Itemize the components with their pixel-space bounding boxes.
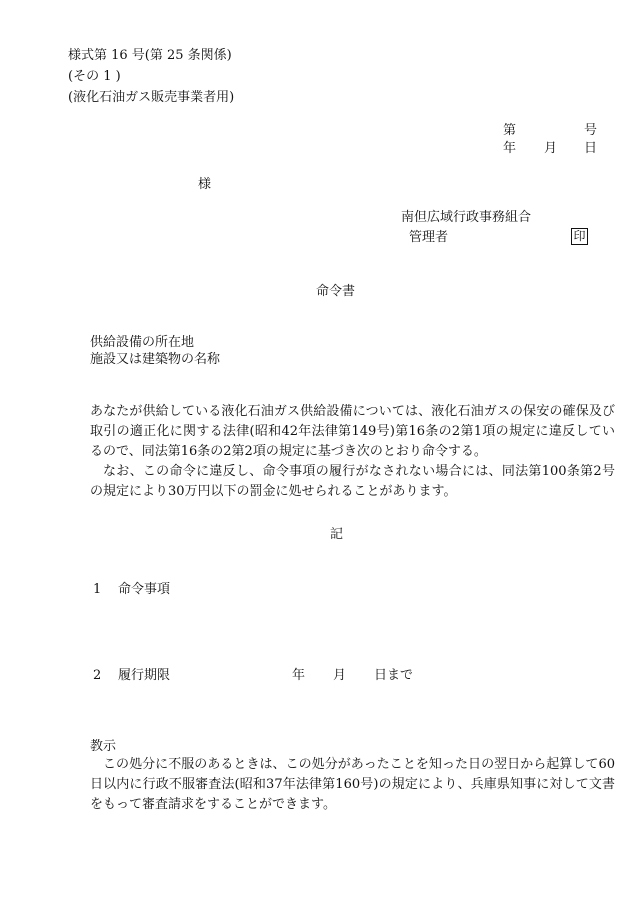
doc-number-prefix: 第 xyxy=(503,123,517,138)
form-part: (その 1 ) xyxy=(68,69,121,84)
item-1-number: 1 xyxy=(93,582,102,597)
item-2-label: 履行期限 xyxy=(118,668,171,683)
order-paragraph-2: なお、この命令に違反し、命令事項の履行がなされない場合には、同法第100条第2号の規定により30万円以下の罰金に処せられることがあります。 xyxy=(90,464,615,499)
deadline-month: 月 xyxy=(333,668,347,683)
order-body xyxy=(90,402,615,502)
deadline-year: 年 xyxy=(292,668,306,683)
supply-location-label: 供給設備の所在地 xyxy=(90,335,195,350)
notice-text: この処分に不服のあるときは、この処分があったことを知った日の翌日から起算して60日以内に行政不服審査法(昭和37年法律第160号)の規定により、兵庫県知事に対して文書をもって審査請求をすることができます。 xyxy=(90,757,615,812)
item-2-number: 2 xyxy=(93,668,102,683)
form-target: (液化石油ガス販売事業者用) xyxy=(68,90,235,105)
item-1-label: 命令事項 xyxy=(118,582,171,597)
date-year: 年 xyxy=(503,141,517,156)
issuer-organization: 南但広域行政事務組合 xyxy=(401,210,532,225)
facility-name-label: 施設又は建築物の名称 xyxy=(90,352,221,367)
notice-body xyxy=(90,755,615,815)
ki-heading: 記 xyxy=(330,527,344,542)
date-month: 月 xyxy=(544,141,558,156)
document-title: 命令書 xyxy=(316,284,356,299)
addressee-honorific: 様 xyxy=(198,177,212,192)
doc-number-suffix: 号 xyxy=(584,123,598,138)
deadline-day-until: 日まで xyxy=(374,668,414,683)
order-paragraph-1: あなたが供給している液化石油ガス供給設備については、液化石油ガスの保安の確保及び取引の適正化に関する法律(昭和42年法律第149号)第16条の2第1項の規定に違反しているので、同法第16条の2第2項の規定に基づき次のとおり命令する。 xyxy=(90,404,615,459)
date-day: 日 xyxy=(584,141,598,156)
issuer-role: 管理者 xyxy=(409,230,449,245)
form-number: 様式第 16 号(第 25 条関係) xyxy=(68,48,232,63)
seal-mark xyxy=(571,228,588,245)
seal-label: 印 xyxy=(571,228,588,245)
notice-title: 教示 xyxy=(90,739,117,754)
